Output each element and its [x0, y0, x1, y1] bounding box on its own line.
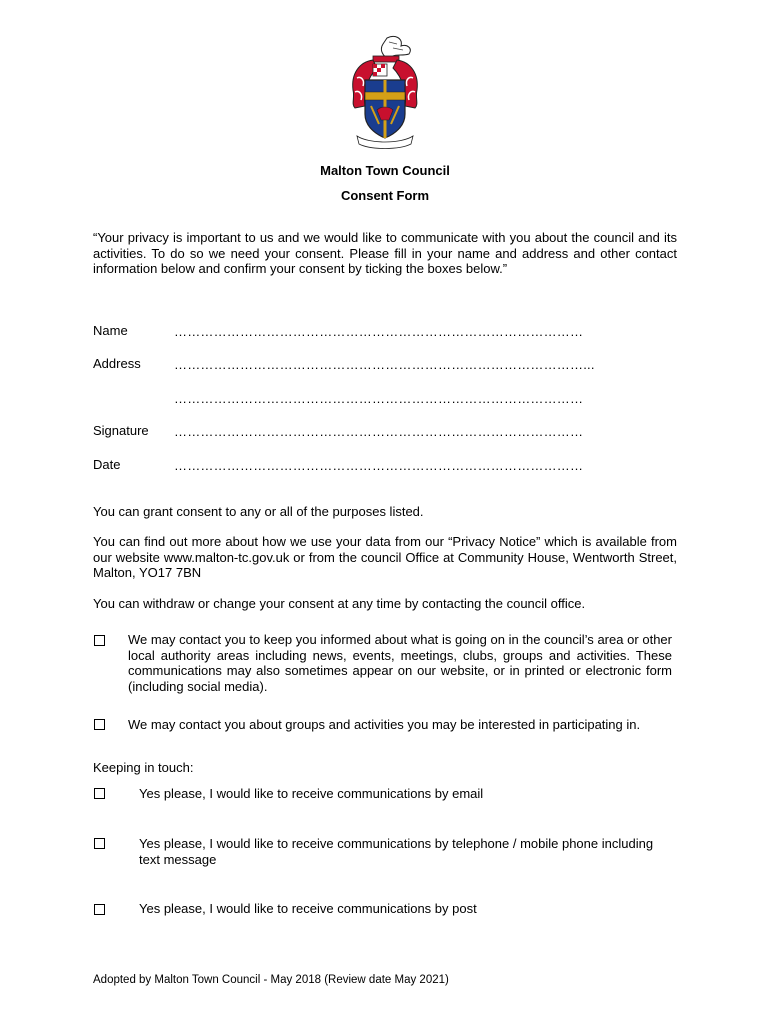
keep-informed-checkbox[interactable] — [94, 635, 105, 646]
name-field[interactable]: ………………………………………………………………………………… — [174, 324, 584, 339]
groups-checkbox[interactable] — [94, 719, 105, 730]
intro-paragraph: “Your privacy is important to us and we would like to communicate with you about the council and its activities. To do so we need your consent. Please fill in your name and address and other contact information below and confirm your consent by ticking the boxes below.” — [93, 230, 677, 276]
email-option-text: Yes please, I would like to receive communications by email — [139, 786, 484, 801]
post-checkbox[interactable] — [94, 904, 105, 915]
council-crest-logo — [343, 34, 427, 150]
council-name: Malton Town Council — [320, 163, 450, 178]
phone-checkbox[interactable] — [94, 838, 105, 849]
post-option-text: Yes please, I would like to receive communications by post — [139, 901, 477, 916]
keeping-in-touch-heading: Keeping in touch: — [93, 760, 194, 775]
date-label: Date — [93, 457, 121, 472]
phone-option-text: Yes please, I would like to receive communications by telephone / mobile phone including text message — [139, 836, 654, 867]
privacy-notice-text: You can find out more about how we use your data from our “Privacy Notice” which is available from our website www.malton-tc.gov.uk or from the council Office at Community House, Wentworth Street, Malton, YO17 7BN — [93, 534, 677, 580]
email-checkbox[interactable] — [94, 788, 105, 799]
keep-informed-text: We may contact you to keep you informed about what is going on in the council’s area or other local authority areas including news, events, meetings, clubs, groups and activities. These communications may also sometimes appear on our website, or in printed or electronic form (including social media). — [128, 632, 672, 694]
groups-text: We may contact you about groups and activities you may be interested in participating in. — [128, 717, 641, 732]
name-label: Name — [93, 323, 128, 338]
withdraw-consent-text: You can withdraw or change your consent at any time by contacting the council office. — [93, 596, 586, 611]
footer-adoption-note: Adopted by Malton Town Council - May 2018 (Review date May 2021) — [93, 974, 449, 986]
address-label: Address — [93, 356, 141, 371]
address-field[interactable]: …………………………………………………………………………………... — [174, 357, 595, 372]
signature-label: Signature — [93, 423, 149, 438]
signature-field[interactable]: ………………………………………………………………………………… — [174, 424, 584, 439]
date-field[interactable]: ………………………………………………………………………………… — [174, 458, 584, 473]
grant-consent-text: You can grant consent to any or all of the purposes listed. — [93, 504, 424, 519]
address-field-line-2[interactable]: ………………………………………………………………………………… — [174, 391, 584, 406]
form-title: Consent Form — [340, 188, 430, 203]
